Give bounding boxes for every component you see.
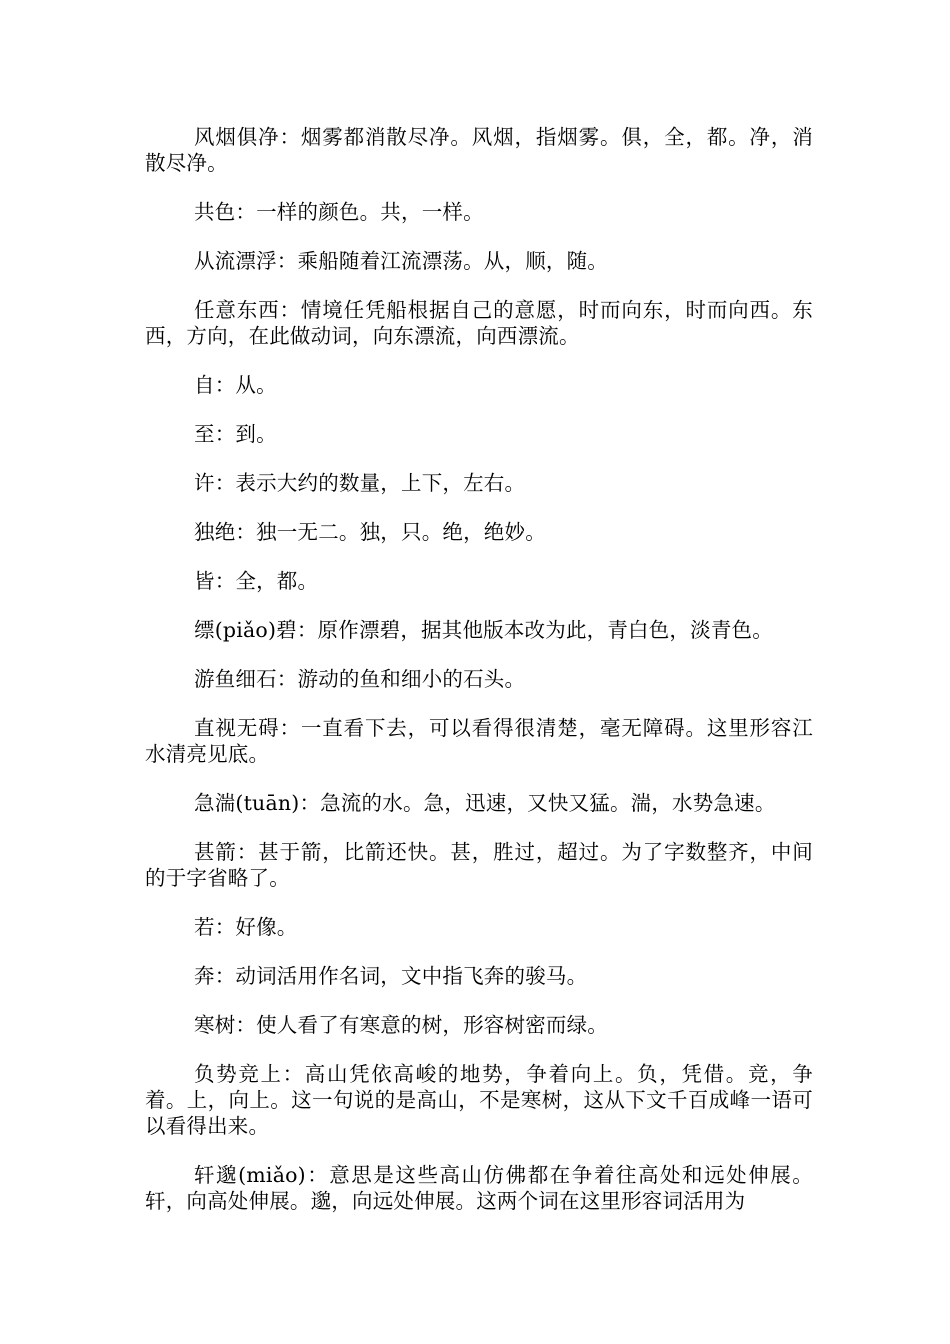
paragraph-shenjian: 甚箭：甚于箭，比箭还快。甚，胜过，超过。为了字数整齐，中间的于字省略了。	[145, 840, 813, 890]
paragraph-renyi: 任意东西：情境任凭船根据自己的意愿，时而向东，时而向西。东西，方向，在此做动词，向东漂流，向西漂流。	[145, 298, 813, 348]
paragraph-zi: 自：从。	[194, 373, 277, 397]
paragraph-xuanmiao: 轩邈(miǎo)：意思是这些高山仿佛都在争着往高处和远处伸展。轩，向高处伸展。邈，向远处伸展。这两个词在这里形容词活用为	[145, 1163, 813, 1213]
paragraph-gongse: 共色：一样的颜色。共，一样。	[194, 200, 484, 224]
paragraph-ruo: 若：好像。	[194, 915, 298, 939]
paragraph-xu: 许：表示大约的数量，上下，左右。	[194, 471, 526, 495]
paragraph-ben: 奔：动词活用作名词，文中指飞奔的骏马。	[194, 964, 588, 988]
document-body	[145, 124, 813, 1237]
paragraph-hanshu: 寒树：使人看了有寒意的树，形容树密而绿。	[194, 1013, 608, 1037]
paragraph-youyu: 游鱼细石：游动的鱼和细小的石头。	[194, 667, 526, 691]
paragraph-fengyan: 风烟俱净：烟雾都消散尽净。风烟，指烟雾。俱，全，都。净，消散尽净。	[145, 125, 813, 175]
paragraph-dujue: 独绝：独一无二。独，只。绝，绝妙。	[194, 520, 546, 544]
paragraph-zhi: 至：到。	[194, 422, 277, 446]
paragraph-zhishi: 直视无碍：一直看下去，可以看得很清楚，毫无障碍。这里形容江水清亮见底。	[145, 716, 813, 766]
paragraph-piaobi: 缥(piǎo)碧：原作漂碧，据其他版本改为此，青白色，淡青色。	[194, 618, 773, 642]
paragraph-congliu: 从流漂浮：乘船随着江流漂荡。从，顺，随。	[194, 249, 608, 273]
paragraph-jituan: 急湍(tuān)：急流的水。急，迅速，又快又猛。湍，水势急速。	[194, 791, 776, 815]
paragraph-jie: 皆：全，都。	[194, 569, 319, 593]
paragraph-fushi: 负势竞上：高山凭依高峻的地势，争着向上。负，凭借。竞，争着。上，向上。这一句说的是高山，不是寒树，这从下文千百成峰一语可以看得出来。	[145, 1062, 813, 1138]
